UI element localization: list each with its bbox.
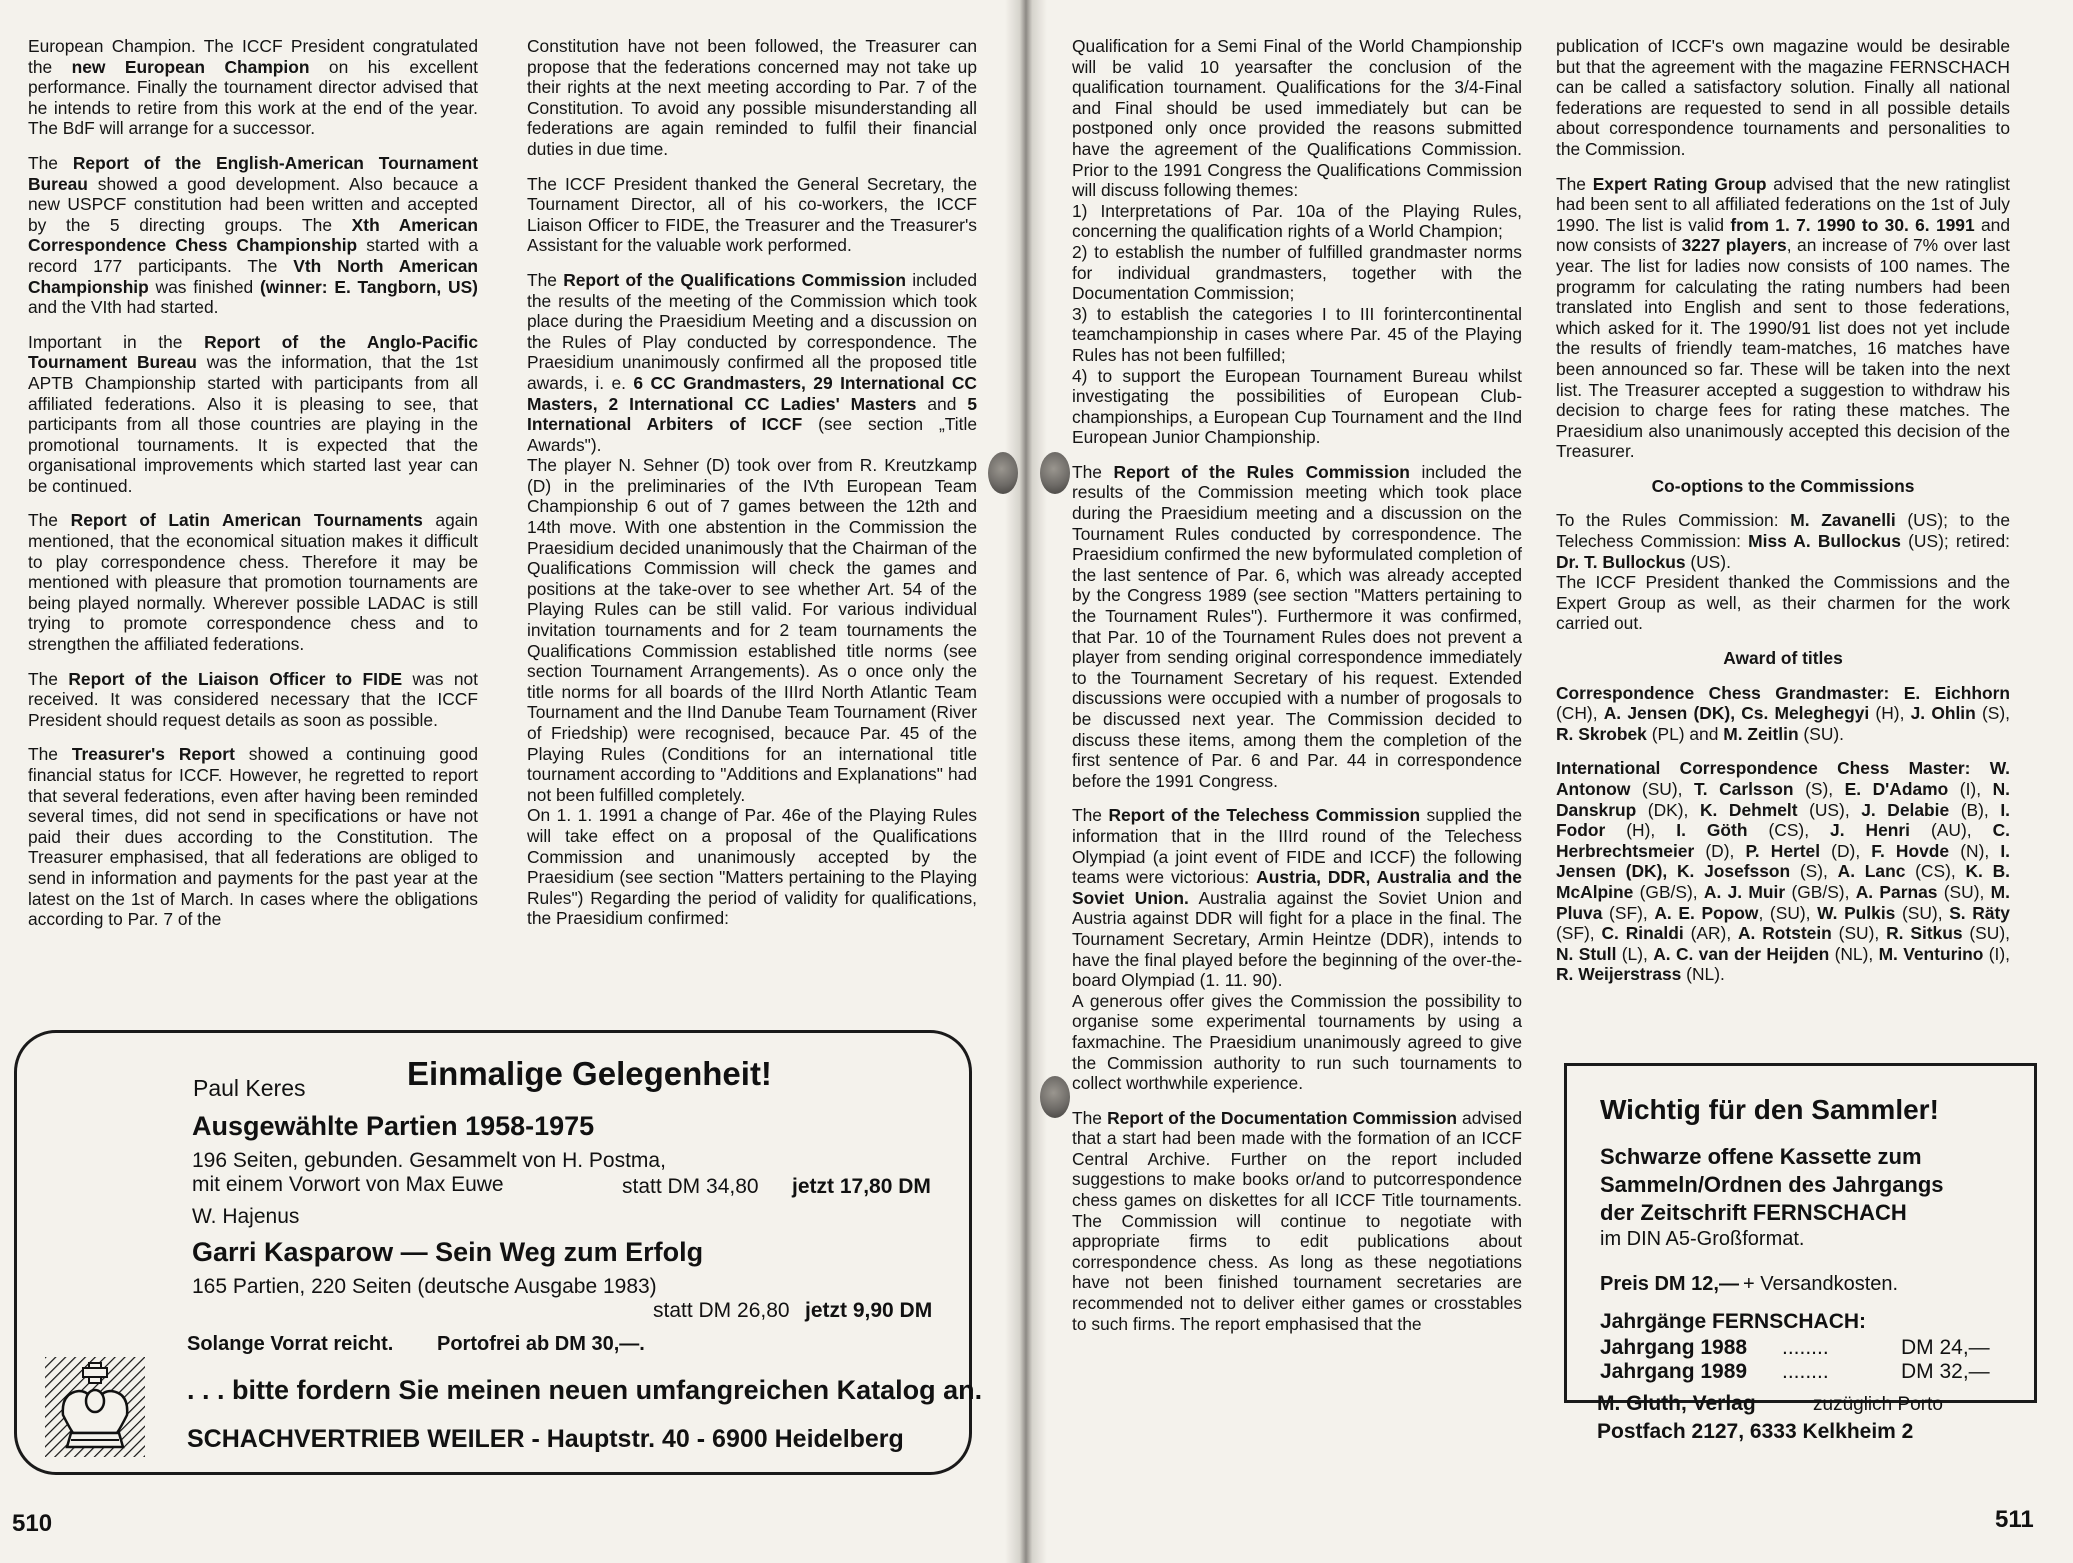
- paragraph: The Report of the English-American Tournament Bureau showed a good development. Also becauce a new USPCF constitution had been written and accepted by the 5 directing groups. The Xth American Correspondence Chess Championship started with a record 177 participants. The Vth North American Championship was finished (winner: E. Tangborn, US) and the VIth had started.: [28, 152, 478, 318]
- paragraph: publication of ICCF's own magazine would be desirable but that the agreement with the magazine FERNSCHACH can be called a satisfactory solution. Finally all national federations are requested to send in all possible details about correspondence tournaments and personalities to the Commission.: [1556, 36, 2010, 159]
- chess-king-icon: [45, 1357, 145, 1457]
- ad-author-keres: Paul Keres: [193, 1075, 306, 1101]
- ad-headline: Einmalige Gelegenheit!: [407, 1055, 772, 1092]
- ad-author-hajenus: W. Hajenus: [192, 1205, 300, 1228]
- paragraph: The ICCF President thanked the General Secretary, the Tournament Director, all of his co-workers, the ICCF Liaison Officer to FIDE, the Treasurer and the Treasurer's Assistant for the valuable work performed.: [527, 173, 977, 256]
- ad-book1-old-price: statt DM 34,80: [622, 1175, 759, 1198]
- ad-book2-old-price: statt DM 26,80: [653, 1299, 790, 1322]
- paragraph: Constitution have not been followed, the Treasurer can propose that the federations concerned may not take up their rights at the next meeting according to Par. 7 of the Constitution. To avoid any possible misunderstanding all federations are again reminded to fulfil their financial duties in due time.: [527, 36, 977, 159]
- right-page: [1027, 0, 2073, 1563]
- paragraph: The Report of the Documentation Commission advised that a start had been made with the formation of an ICCF Central Archive. Further on the report included suggestions to make books or/and to putcorrespondence chess games on diskettes for all ICCF Title tournaments. The Commission will continue to negotiate with appropriate firms to edit publications about correspondence chess. As long as these negotiations have not been finished tournament secretaries are recommended not to deliver either games or crosstables to such firms. The report emphasised that the: [1072, 1107, 1522, 1334]
- binding-hole-right: [1040, 452, 1070, 494]
- ad2-headline: Wichtig für den Sammler!: [1600, 1094, 1939, 1125]
- ad2-year-1988: Jahrgang 1988: [1600, 1336, 1748, 1359]
- right-column-2: [1556, 36, 2010, 999]
- paragraph: Co-options to the Commissions To the Rules Commission: M. Zavanelli (US); to the Telechess Commission: Miss A. Bullockus (US); retired: Dr. T. Bullockus (US). The ICCF President thanked the Commissions and the Expert Group as well, as their charmen for the work carried out.: [1556, 475, 2011, 634]
- ad-book2-new-price: jetzt 9,90 DM: [805, 1299, 933, 1322]
- ad-book2-desc: 165 Partien, 220 Seiten (deutsche Ausgabe 1983): [192, 1275, 657, 1298]
- ad-catalog-note: . . . bitte fordern Sie meinen neuen umfangreichen Katalog an.: [187, 1375, 983, 1405]
- ad2-publisher: M. Gluth, Verlag: [1597, 1392, 1756, 1415]
- ad-book1-new-price: jetzt 17,80 DM: [792, 1175, 931, 1198]
- paragraph: The Treasurer's Report showed a continuing good financial status for ICCF. However, he regretted to report that several federations, even after having been reminded several times, did not send in specifications or have not paid their dues according to the Constitution. The Treasurer emphasised, that all federations are obliged to send in information and payments for the past year at the latest on the 1st of March. In cases where the obligations according to Par. 7 of the: [28, 744, 478, 930]
- ad2-price: Preis DM 12,—: [1600, 1273, 1739, 1295]
- paragraph: The Report of the Telechess Commission supplied the information that in the IIIrd round of the Telechess Olympiad (a joint event of FIDE and ICCF) the following teams were victorious: Austria, DDR, Australia and the Soviet Union. Australia against the Soviet Union and Austria against DDR will fight for a place in the final. The Tournament Secretary, Armin Heintze (DDR), intends to have the final played before the beginning of the over-the-board Olympiad (1. 11. 90). A generous offer gives the Commission the possibility to organise some experimental tournaments by using a faxmachine. The Praesidium unanimously agreed to give the Commission authority to run such tournaments to collect worthwhile experience.: [1072, 805, 1522, 1094]
- ad-company: SCHACHVERTRIEB WEILER - Hauptstr. 40 - 6900 Heidelberg: [187, 1425, 904, 1453]
- ad-shipping-note: Portofrei ab DM 30,—.: [437, 1333, 645, 1355]
- paragraph: The Report of Latin American Tournaments again mentioned, that the economical situation makes it difficult to play correspondence chess. Therefore it may be mentioned with pleasure that promotion tournaments are being played normally. Wherever possible LADAC is still trying to promote correspondence chess and to strengthen the affiliated federations.: [28, 510, 478, 655]
- ad2-price-1989: DM 32,—: [1901, 1360, 1990, 1383]
- paragraph: The Report of the Qualifications Commission included the results of the meeting of the Commission which took place during the Praesidium Meeting and a discussion on the Rules of Play conducted by correspondence. The Praesidium unanimously confirmed all the proposed title awards, i. e. 6 CC Grandmasters, 29 International CC Masters, 2 International CC Ladies' Masters and 5 International Arbiters of ICCF (see section „Title Awards"). The player N. Sehner (D) took over from R. Kreutzkamp (D) in the preliminaries of the IVth European Team Championship 6 out of 7 games between the 12th and 14th move. With one abstention in the Commission the Praesidium decided unanimously that the Chairman of the Qualifications Commission will check the games and positions at the take-over to see whether Art. 54 of the Playing Rules can be still valid. For various individual invitation tournaments and for 2 team tournaments the Qualifications Commission established title norms (see section Tournament Arrangements). As o once only the title norms for all boards of the IIIrd North Atlantic Team Tournament and the IInd Danube Team Tournament (River of Friedship) were recognised, becauce Par. 45 of the Playing Rules (Conditions for an international title tournament according to "Additions and Explanations" had not been fulfilled completely. On 1. 1. 1991 a change of Par. 46e of the Playing Rules will take effect on a proposal of the Qualifications Commission and unanimously accepted by the Praesidium (see section "Matters pertaining to the Playing Rules") Regarding the period of validity for qualifications, the Praesidium confirmed:: [527, 269, 978, 929]
- ad2-years-title: Jahrgänge FERNSCHACH:: [1600, 1310, 1867, 1333]
- ad-stock-note: Solange Vorrat reicht.: [187, 1333, 394, 1355]
- ad2-line1: Schwarze offene Kassette zum: [1600, 1144, 1922, 1169]
- ad-book2-title: Garri Kasparow — Sein Weg zum Erfolg: [192, 1237, 704, 1267]
- paragraph: The Expert Rating Group advised that the new ratinglist had been sent to all affiliated federations on the 1st of July 1990. The list is valid from 1. 7. 1990 to 30. 6. 1991 and now consists of 3227 players, an increase of 7% over last year. The list for ladies now consists of 100 names. The programm for calculating the rating numbers had been translated into English and sent to those federations, which asked for it. The 1990/91 list does not yet include the results of friendly team-matches, 16 matches have been announced so far. These will be taken into the next list. The Treasurer accepted a suggestion to withdraw his decision to charge fees for rating these matches. The Praesidium also unanimously accepted this decision of the Treasurer.: [1556, 173, 2010, 462]
- ad2-price-1988: DM 24,—: [1901, 1336, 1990, 1359]
- paragraph: The Report of the Liaison Officer to FIDE was not received. It was considered necessary that the ICCF President should request details as soon as possible.: [28, 668, 479, 730]
- left-column-2: [527, 36, 977, 943]
- collector-advertisement: [1564, 1063, 2037, 1403]
- ad2-dots-1989: ........: [1782, 1360, 1829, 1383]
- book-gutter: [1005, 0, 1047, 1563]
- ad2-format: im DIN A5-Großformat.: [1600, 1228, 1805, 1250]
- ad2-dots-1988: ........: [1782, 1336, 1829, 1359]
- paragraph: Qualification for a Semi Final of the World Championship will be valid 10 yearsafter the conclusion of the qualification tournament. Qualifications for the 3/4-Final and Final should be used immediately but can be postponed only once provided the reasons submitted have the agreement of the Qualifications Commission. Prior to the 1991 Congress the Qualifications Commission will discuss following themes: 1) Interpretations of Par. 10a of the Playing Rules, concerning the qualification rights of a World Champion; 2) to establish the number of fulfilled grandmaster norms for individual grandmasters, together with the Documentation Commission; 3) to establish the categories I to III forintercontinental teamchampionship in cases where Par. 45 of the Playing Rules has not been fulfilled; 4) to support the European Tournament Bureau whilst investigating the possibilities of European Club-championships, a European Cup Tournament and the IInd European Junior Championship.: [1072, 36, 1522, 448]
- ad2-line2: Sammeln/Ordnen des Jahrgangs: [1600, 1172, 1944, 1197]
- paragraph: Award of titles Correspondence Chess Grandmaster: E. Eichhorn (CH), A. Jensen (DK), Cs. Meleghegyi (H), J. Ohlin (S), R. Skrobek (PL) and M. Zeitlin (SU).: [1556, 648, 2010, 744]
- book-advertisement: [14, 1030, 983, 1475]
- left-page: [0, 0, 1027, 1563]
- binding-hole-left: [988, 452, 1018, 494]
- left-column-1: [28, 36, 478, 944]
- ad2-year-1989: Jahrgang 1989: [1600, 1360, 1748, 1383]
- ad2-price-extra: + Versandkosten.: [1743, 1273, 1899, 1295]
- ad-book1-title: Ausgewählte Partien 1958-1975: [192, 1111, 595, 1141]
- ad2-address: Postfach 2127, 6333 Kelkheim 2: [1597, 1420, 1914, 1443]
- ad2-line3: der Zeitschrift FERNSCHACH: [1600, 1200, 1907, 1225]
- right-column-1: [1072, 36, 1522, 1348]
- paragraph: Important in the Report of the Anglo-Pacific Tournament Bureau was the information, that the 1st APTB Championship started with participants from all affiliated federations. Also it is pleasing to see, that participants from all those countries are playing in the promotional tournaments. It is expected that the organisational improvements which started last year can be continued.: [28, 331, 478, 496]
- page-number-right: 511: [1995, 1506, 2034, 1533]
- ad-book1-desc2: mit einem Vorwort von Max Euwe: [192, 1173, 504, 1196]
- binding-hole-lower: [1040, 1076, 1070, 1118]
- paragraph: International Correspondence Chess Master: W. Antonow (SU), T. Carlsson (S), E. D'Adamo (I), N. Danskrup (DK), K. Dehmelt (US), J. Delabie (B), I. Fodor (H), I. Göth (CS), J. Henri (AU), C. Herbrechtsmeier (D), P. Hertel (D), F. Hovde (N), I. Jensen (DK), K. Josefsson (S), A. Lanc (CS), K. B. McAlpine (GB/S), A. J. Muir (GB/S), A. Parnas (SU), M. Pluva (SF), A. E. Popow, (SU), W. Pulkis (SU), S. Räty (SF), C. Rinaldi (AR), A. Rotstein (SU), R. Sitkus (SU), N. Stull (L), A. C. van der Heijden (NL), M. Venturino (I), R. Weijerstrass (NL).: [1556, 758, 2011, 985]
- page-number-left: 510: [12, 1510, 53, 1537]
- paragraph: European Champion. The ICCF President congratulated the new European Champion on his excellent performance. Finally the tournament director advised that he intends to retire from this work at the end of the year. The BdF will arrange for a successor.: [28, 36, 478, 139]
- ad2-postage: zuzüglich Porto: [1813, 1394, 1943, 1415]
- paragraph: The Report of the Rules Commission included the results of the Commission meeting which took place during the Praesidium meeting and a discussion on the Tournament Rules conducted by correspondence. The Praesidium confirmed the new byformulated completion of the last sentence of Par. 6, which was already accepted by the Congress 1989 (see section "Matters pertaining to the Tournament Rules"). Furthermore it was confirmed, that Par. 10 of the Tournament Rules does not prevent a player from sending original correspondence immediately to the Tournament Secretary of his request. Extended discussions were occupied with a number of progosals to be discussed next year. The Commission decided to discuss these items, among them the completion of the first sentence of Par. 6 and Par. 44 in correspondence before the 1991 Congress.: [1072, 461, 1522, 791]
- ad-book1-desc1: 196 Seiten, gebunden. Gesammelt von H. Postma,: [192, 1149, 666, 1172]
